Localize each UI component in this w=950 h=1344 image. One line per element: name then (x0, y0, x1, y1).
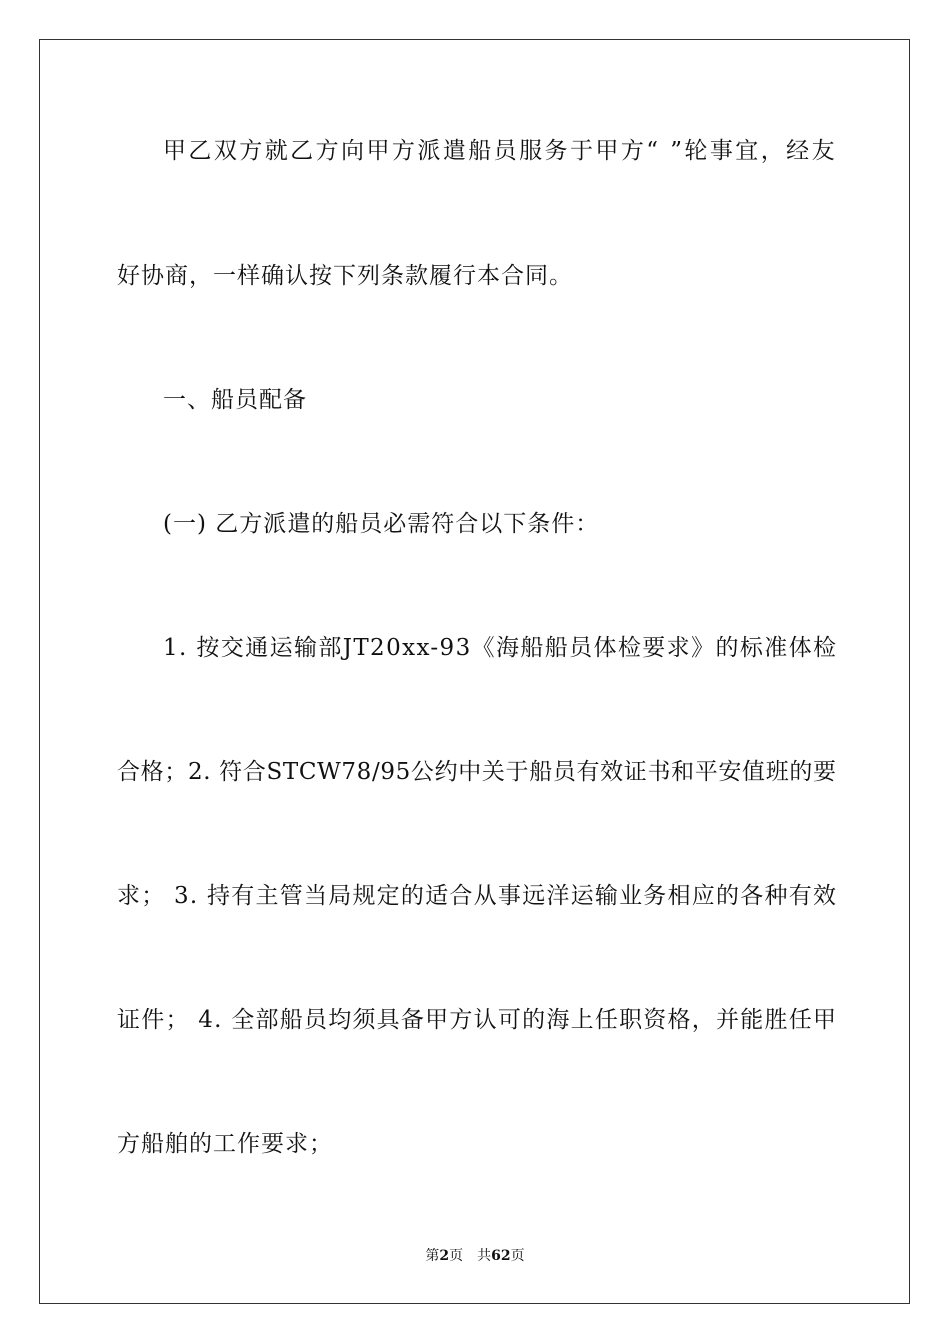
footer-page-total: 62 (491, 1248, 511, 1264)
list-line-3: 求； 3. 持有主管当局规定的适合从事远洋运输业务相应的各种有效 (117, 883, 838, 909)
paragraph-line-1: 甲乙双方就乙方向甲方派遣船员服务于甲方“ ”轮事宜，经友 (163, 138, 837, 164)
list-line-2: 合格；2. 符合STCW78/95公约中关于船员有效证书和平安值班的要 (117, 759, 837, 785)
list-line-5: 方船舶的工作要求； (117, 1131, 333, 1157)
list-line-1: 1. 按交通运输部JT20xx-93《海船船员体检要求》的标准体检 (163, 635, 838, 661)
list-line-4: 证件； 4. 全部船员均须具备甲方认可的海上任职资格，并能胜任甲 (117, 1007, 838, 1033)
page-frame (39, 39, 910, 1304)
paragraph-line-2: 好协商，一样确认按下列条款履行本合同。 (117, 263, 573, 289)
page-footer (0, 1247, 950, 1265)
footer-suffix: 页 (510, 1248, 525, 1264)
subsection-heading: (一) 乙方派遣的船员必需符合以下条件： (163, 511, 600, 537)
section-heading: 一、船员配备 (163, 387, 307, 413)
footer-mid: 页 共 (449, 1248, 492, 1264)
footer-prefix: 第 (425, 1248, 440, 1264)
footer-page-current: 2 (439, 1248, 450, 1264)
